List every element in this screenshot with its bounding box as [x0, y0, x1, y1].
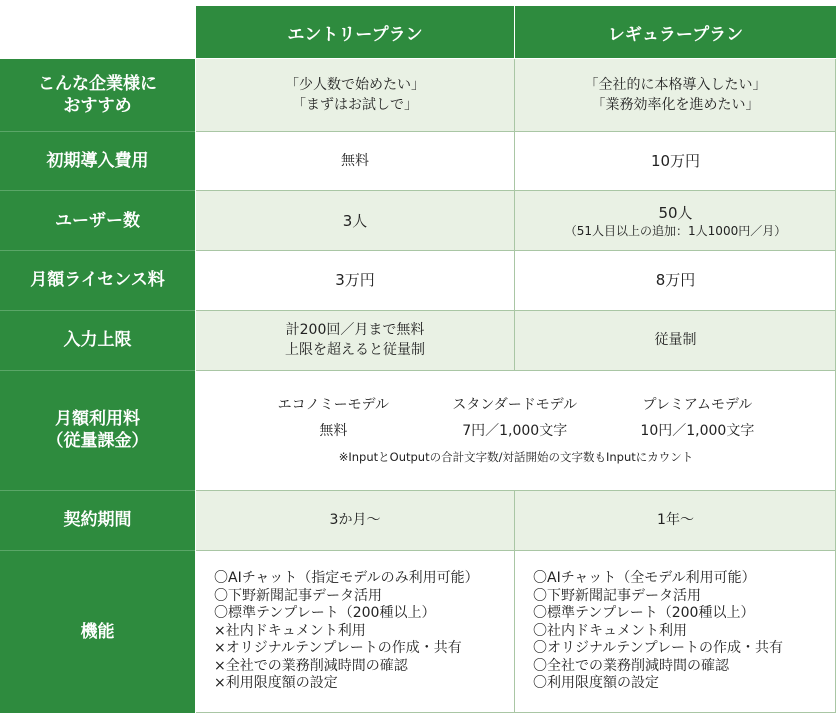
- feature-regular-item: 〇下野新聞記事データ活用: [533, 587, 701, 604]
- header-entry-label: エントリープラン: [287, 24, 423, 45]
- target-regular-line1: 「全社的に本格導入したい」: [584, 77, 767, 93]
- target-entry-line2: 「まずはお試しで」: [292, 97, 418, 113]
- label-divider: [0, 310, 195, 311]
- target-entry-line1: 「少人数で始めたい」: [285, 77, 425, 93]
- model-premium: [640, 395, 754, 441]
- initial-cost-entry: 無料: [341, 153, 369, 169]
- cell-features-entry: [196, 550, 514, 713]
- cell-initial-cost-regular: [515, 131, 836, 191]
- label-license: 月額ライセンス料: [30, 270, 165, 290]
- label-features: 機能: [80, 621, 115, 642]
- label-divider: [0, 370, 195, 371]
- users-regular-note: （51人目以上の追加：1人1000円／月）: [564, 223, 787, 238]
- cell-contract-entry: [196, 490, 514, 550]
- feature-regular-item: 〇オリジナルテンプレートの作成・共有: [533, 640, 784, 657]
- cell-users-entry: [196, 191, 514, 250]
- row-label-target: [0, 59, 195, 131]
- divider-horizontal: [196, 250, 836, 251]
- row-label-usage-fee: [0, 370, 195, 490]
- input-limit-entry-line1: 計200回／月まで無料: [285, 322, 425, 338]
- feature-entry-item: ×全社での業務削減時間の確認: [214, 657, 408, 674]
- feature-regular-item: 〇全社での業務削減時間の確認: [533, 657, 729, 674]
- divider-horizontal: [196, 131, 836, 132]
- cell-target-regular: [515, 59, 836, 131]
- header-regular-label: レギュラープラン: [607, 24, 744, 45]
- label-usage-fee-line2: （従量課金）: [46, 431, 149, 451]
- divider-horizontal: [196, 490, 836, 491]
- cell-input-limit-entry: [196, 310, 514, 370]
- feature-entry-item: 〇標準テンプレート（200種以上）: [214, 605, 436, 622]
- contract-regular: 1年～: [657, 512, 694, 528]
- label-divider: [0, 490, 195, 491]
- label-input-limit: 入力上限: [63, 330, 132, 350]
- feature-regular-item: 〇利用限度額の設定: [533, 675, 659, 692]
- row-label-input-limit: [0, 310, 195, 370]
- model-economy: [278, 395, 389, 441]
- feature-entry-item: 〇下野新聞記事データ活用: [214, 587, 382, 604]
- divider-vertical: [514, 490, 515, 713]
- divider-horizontal: [196, 370, 836, 371]
- input-limit-entry-line2: 上限を超えると従量制: [285, 342, 425, 358]
- cell-usage-fee: [196, 370, 836, 490]
- cell-contract-regular: [515, 490, 836, 550]
- row-label-features: [0, 550, 195, 713]
- contract-entry: 3か月～: [329, 512, 381, 528]
- label-target-line1: こんな企業様に: [38, 74, 157, 94]
- divider-horizontal: [196, 310, 836, 311]
- feature-entry-item: ×利用限度額の設定: [214, 675, 338, 692]
- label-usage-fee-line1: 月額利用料: [55, 409, 140, 429]
- label-divider: [0, 190, 195, 191]
- cell-input-limit-regular: [515, 310, 836, 370]
- label-divider: [0, 550, 195, 551]
- feature-regular-item: 〇AIチャット（全モデル利用可能）: [533, 569, 756, 586]
- model-economy-name: エコノミーモデル: [277, 397, 389, 413]
- model-premium-name: プレミアムモデル: [642, 397, 753, 413]
- header-regular-plan: [515, 6, 836, 58]
- initial-cost-regular: 10万円: [650, 152, 701, 170]
- divider-horizontal: [196, 550, 836, 551]
- feature-regular-item: 〇社内ドキュメント利用: [533, 622, 687, 639]
- feature-regular-item: 〇標準テンプレート（200種以上）: [533, 605, 755, 622]
- usage-fee-note: ※InputとOutputの合計文字数/対話開始の文字数もInputにカウント: [338, 450, 694, 464]
- divider-horizontal: [196, 190, 836, 191]
- model-economy-price: 無料: [319, 423, 348, 439]
- users-regular: 50人: [658, 203, 693, 222]
- row-label-initial-cost: [0, 131, 195, 191]
- row-label-users: [0, 191, 195, 250]
- cell-target-entry: [196, 59, 514, 131]
- label-initial-cost: 初期導入費用: [46, 151, 149, 171]
- usage-fee-models: [246, 395, 786, 441]
- label-contract: 契約期間: [63, 510, 132, 530]
- feature-entry-item: ×オリジナルテンプレートの作成・共有: [214, 640, 462, 657]
- cell-initial-cost-entry: [196, 131, 514, 191]
- license-regular: 8万円: [655, 271, 696, 289]
- label-target-line2: おすすめ: [63, 96, 132, 116]
- row-label-license: [0, 250, 195, 310]
- model-standard-name: スタンダードモデル: [452, 397, 578, 413]
- model-standard-price: 7円／1,000文字: [462, 423, 568, 439]
- label-divider: [0, 131, 195, 132]
- cell-users-regular: [515, 191, 836, 250]
- cell-license-entry: [196, 250, 514, 310]
- cell-license-regular: [515, 250, 836, 310]
- feature-entry-item: 〇AIチャット（指定モデルのみ利用可能）: [214, 569, 479, 586]
- license-entry: 3万円: [335, 271, 375, 289]
- header-entry-plan: [196, 6, 514, 58]
- users-entry: 3人: [342, 211, 368, 230]
- row-label-contract: [0, 490, 195, 550]
- model-standard: [452, 395, 577, 441]
- input-limit-regular: 従量制: [654, 332, 697, 348]
- cell-features-regular: [515, 550, 836, 713]
- target-regular-line2: 「業務効率化を進めたい」: [591, 97, 760, 113]
- feature-entry-item: ×社内ドキュメント利用: [214, 622, 366, 639]
- label-divider: [0, 250, 195, 251]
- divider-vertical: [514, 59, 515, 370]
- label-users: ユーザー数: [55, 210, 140, 231]
- model-premium-price: 10円／1,000文字: [640, 423, 755, 439]
